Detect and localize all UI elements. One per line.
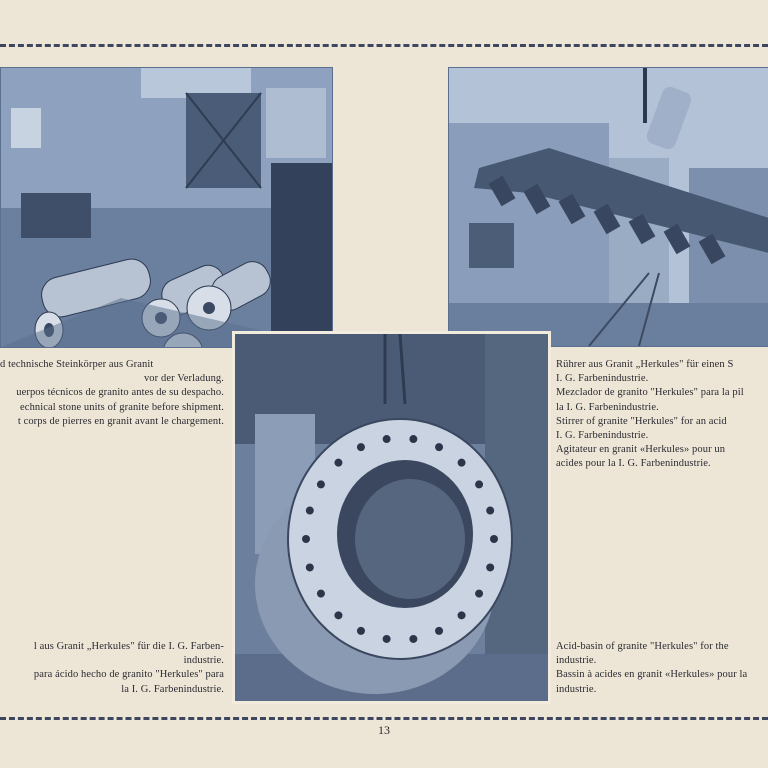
caption-line: industrie. <box>556 655 597 667</box>
page-number: 13 <box>378 723 390 737</box>
bolt-hole <box>435 443 443 451</box>
caption-line: l aus Granit „Herkules" für die I. G. Farben- <box>33 641 224 652</box>
caption-line: vor der Verladung. <box>143 373 224 385</box>
photo-granite-stirrer <box>448 67 768 347</box>
bolt-hole <box>458 611 466 619</box>
photo-acid-basin <box>232 331 551 704</box>
bolt-hole <box>317 590 325 598</box>
bolt-hole <box>383 435 391 443</box>
caption-acid-basin-en-fr <box>556 640 768 697</box>
bolt-hole <box>357 443 365 451</box>
photo-acid-basin-illustration <box>235 334 548 701</box>
caption-line: d technische Steinkörper aus Granit <box>0 359 154 370</box>
photo-granite-rollers-illustration <box>1 68 332 347</box>
bolt-hole <box>306 507 314 515</box>
caption-line: acides pour la I. G. Farbenindustrie. <box>556 458 711 470</box>
bolt-hole <box>458 459 466 467</box>
bolt-hole <box>383 635 391 643</box>
bolt-hole <box>306 563 314 571</box>
bolt-hole <box>409 635 417 643</box>
photo-granite-rollers <box>0 67 333 348</box>
caption-line: I. G. Farbenindustrie. <box>556 430 649 442</box>
caption-technical-stone-units <box>0 358 224 429</box>
caption-line: la I. G. Farbenindustrie. <box>556 401 659 413</box>
top-dashed-rule <box>0 44 768 47</box>
bolt-hole <box>334 611 342 619</box>
caption-line: Acid-basin of granite "Herkules" for the <box>556 641 729 652</box>
bolt-hole <box>490 535 498 543</box>
caption-line: echnical stone units of granite before shipment. <box>20 401 224 413</box>
bolt-hole <box>302 535 310 543</box>
caption-line: Agitateur en granit «Herkules» pour un <box>556 444 726 456</box>
bolt-hole <box>475 480 483 488</box>
caption-line: Bassin à acides en granit «Herkules» pour la <box>556 669 748 681</box>
caption-line: industrie. <box>183 655 224 667</box>
bottom-dashed-rule <box>0 717 768 720</box>
caption-granite-stirrer <box>556 358 768 472</box>
caption-acid-basin-de-es <box>0 640 224 697</box>
caption-line: Rührer aus Granit „Herkules" für einen S <box>556 359 734 370</box>
bolt-hole <box>486 507 494 515</box>
caption-line: para ácido hecho de granito "Herkules" para <box>33 669 224 681</box>
caption-line: Stirrer of granite "Herkules" for an acid <box>556 415 727 427</box>
caption-line: industrie. <box>556 683 597 695</box>
caption-line: I. G. Farbenindustrie. <box>556 373 649 385</box>
bolt-hole <box>317 480 325 488</box>
caption-line: la I. G. Farbenindustrie. <box>121 683 224 695</box>
caption-line: uerpos técnicos de granito antes de su despacho. <box>16 387 224 399</box>
bolt-hole <box>357 627 365 635</box>
bolt-hole <box>334 459 342 467</box>
photo-granite-stirrer-illustration <box>449 68 768 346</box>
caption-line: t corps de pierres en granit avant le chargement. <box>17 415 224 427</box>
bolt-hole <box>409 435 417 443</box>
bolt-hole <box>486 563 494 571</box>
bolt-hole <box>435 627 443 635</box>
bolt-hole <box>475 590 483 598</box>
caption-line: Mezclador de granito "Herkules" para la pil <box>556 387 744 399</box>
